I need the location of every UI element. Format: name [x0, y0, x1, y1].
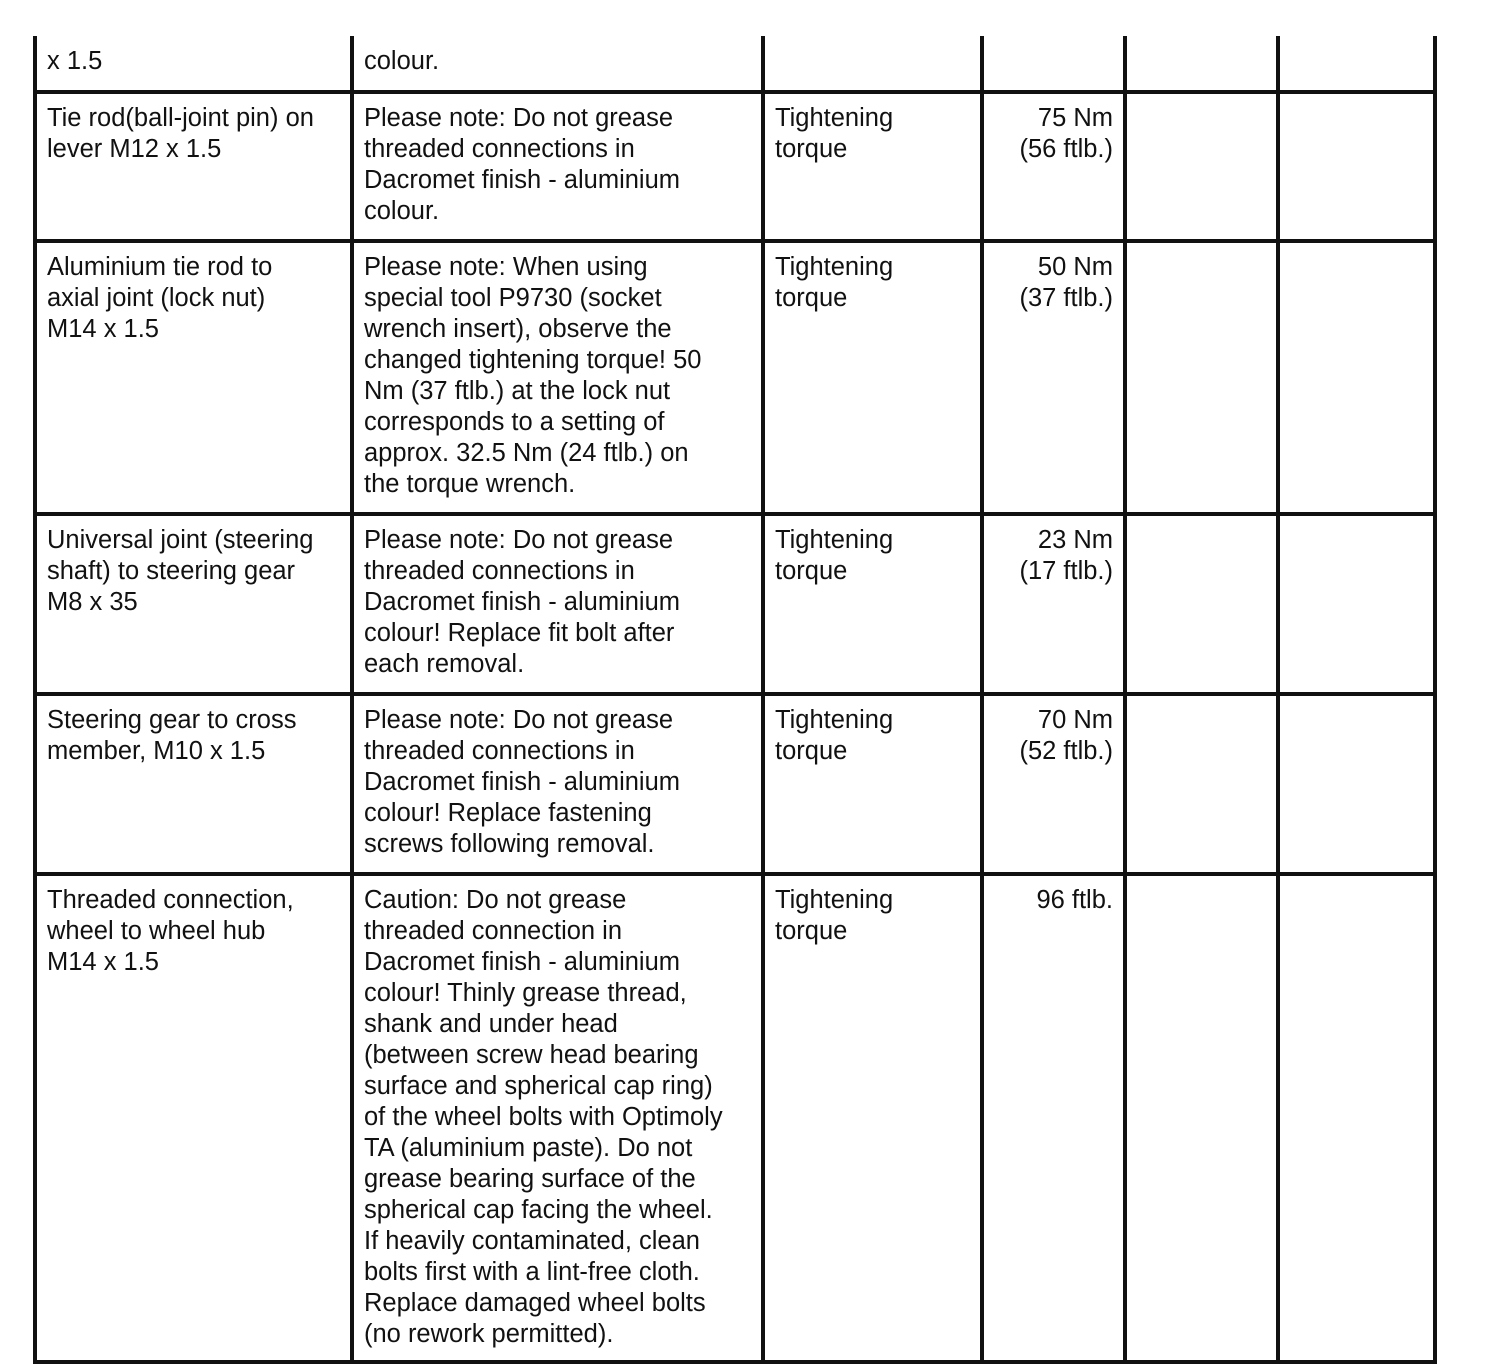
- value-text: (52 ftlb.): [1019, 737, 1113, 765]
- note-text: Caution: Do not grease: [364, 886, 627, 914]
- note-text: special tool P9730 (socket: [364, 284, 662, 312]
- value-cell: [982, 514, 1125, 694]
- note-text: Please note: Do not grease: [364, 104, 674, 132]
- note-text: If heavily contaminated, clean: [364, 1227, 700, 1255]
- table-row: [35, 874, 1435, 1362]
- type-text: torque: [775, 917, 848, 945]
- note-text: Please note: Do not grease: [364, 706, 674, 734]
- component-text: M8 x 35: [47, 588, 138, 616]
- type-text: torque: [775, 135, 848, 163]
- component-text: wheel to wheel hub: [47, 917, 266, 945]
- empty-cell: [1278, 36, 1435, 92]
- empty-cell: [1125, 36, 1278, 92]
- type-text: Tightening: [775, 104, 894, 132]
- note-text: colour.: [364, 47, 440, 75]
- type-cell: [763, 92, 982, 241]
- note-cell: [352, 694, 763, 874]
- component-text: M14 x 1.5: [47, 315, 159, 343]
- value-text: (37 ftlb.): [1019, 284, 1113, 312]
- note-text: spherical cap facing the wheel.: [364, 1196, 713, 1224]
- note-text: Replace damaged wheel bolts: [364, 1289, 706, 1317]
- component-text: Tie rod(ball-joint pin) on: [47, 104, 314, 132]
- type-cell: [763, 241, 982, 514]
- component-text: Threaded connection,: [47, 886, 294, 914]
- note-text: Please note: Do not grease: [364, 526, 674, 554]
- type-text: torque: [775, 557, 848, 585]
- empty-cell: [1125, 92, 1278, 241]
- note-text: Dacromet finish - aluminium: [364, 166, 681, 194]
- note-text: Nm (37 ftlb.) at the lock nut: [364, 377, 671, 405]
- note-text: Please note: When using: [364, 253, 648, 281]
- component-text: M14 x 1.5: [47, 948, 159, 976]
- note-text: threaded connections in: [364, 737, 635, 765]
- note-text: changed tightening torque! 50: [364, 346, 702, 374]
- value-cell: [982, 92, 1125, 241]
- note-cell: [352, 241, 763, 514]
- type-text: Tightening: [775, 526, 894, 554]
- note-text: grease bearing surface of the: [364, 1165, 696, 1193]
- empty-cell: [1125, 241, 1278, 514]
- component-text: Aluminium tie rod to: [47, 253, 273, 281]
- component-cell: [35, 36, 352, 92]
- torque-spec-table: [33, 36, 1437, 1364]
- value-text: 50 Nm: [1037, 253, 1113, 281]
- note-text: Dacromet finish - aluminium: [364, 588, 681, 616]
- empty-cell: [1125, 694, 1278, 874]
- component-text: axial joint (lock nut): [47, 284, 266, 312]
- note-text: each removal.: [364, 650, 525, 678]
- note-cell: [352, 514, 763, 694]
- component-text: Steering gear to cross: [47, 706, 297, 734]
- note-text: shank and under head: [364, 1010, 618, 1038]
- note-text: threaded connections in: [364, 135, 635, 163]
- empty-cell: [1278, 241, 1435, 514]
- note-text: Dacromet finish - aluminium: [364, 768, 681, 796]
- type-cell: [763, 874, 982, 1362]
- note-text: (between screw head bearing: [364, 1041, 699, 1069]
- type-text: Tightening: [775, 706, 894, 734]
- component-text: Universal joint (steering: [47, 526, 314, 554]
- note-text: Dacromet finish - aluminium: [364, 948, 681, 976]
- note-text: TA (aluminium paste). Do not: [364, 1134, 693, 1162]
- component-text: x 1.5: [47, 47, 103, 75]
- note-cell: [352, 36, 763, 92]
- component-cell: [35, 514, 352, 694]
- value-text: 70 Nm: [1037, 706, 1113, 734]
- component-cell: [35, 92, 352, 241]
- note-text: colour.: [364, 197, 440, 225]
- note-text: bolts first with a lint-free cloth.: [364, 1258, 700, 1286]
- empty-cell: [1278, 694, 1435, 874]
- note-text: wrench insert), observe the: [364, 315, 672, 343]
- note-text: threaded connections in: [364, 557, 635, 585]
- value-text: 96 ftlb.: [1036, 886, 1113, 914]
- note-text: threaded connection in: [364, 917, 623, 945]
- note-text: colour! Replace fit bolt after: [364, 619, 675, 647]
- empty-cell: [1278, 514, 1435, 694]
- empty-cell: [1278, 92, 1435, 241]
- table-row: [35, 241, 1435, 514]
- value-cell: [982, 241, 1125, 514]
- type-text: Tightening: [775, 886, 894, 914]
- type-cell: [763, 514, 982, 694]
- component-cell: [35, 874, 352, 1362]
- note-text: approx. 32.5 Nm (24 ftlb.) on: [364, 439, 689, 467]
- value-text: 23 Nm: [1037, 526, 1113, 554]
- component-text: lever M12 x 1.5: [47, 135, 222, 163]
- empty-cell: [1125, 874, 1278, 1362]
- note-text: (no rework permitted).: [364, 1320, 614, 1348]
- component-text: member, M10 x 1.5: [47, 737, 266, 765]
- note-text: the torque wrench.: [364, 470, 576, 498]
- note-text: corresponds to a setting of: [364, 408, 665, 436]
- type-text: torque: [775, 737, 848, 765]
- value-text: (17 ftlb.): [1019, 557, 1113, 585]
- component-cell: [35, 694, 352, 874]
- note-text: surface and spherical cap ring): [364, 1072, 713, 1100]
- empty-cell: [1278, 874, 1435, 1362]
- value-cell: [982, 874, 1125, 1362]
- table-row: [35, 92, 1435, 241]
- type-text: Tightening: [775, 253, 894, 281]
- empty-cell: [1125, 514, 1278, 694]
- type-text: torque: [775, 284, 848, 312]
- table-row: [35, 694, 1435, 874]
- note-text: of the wheel bolts with Optimoly: [364, 1103, 723, 1131]
- note-cell: [352, 92, 763, 241]
- component-cell: [35, 241, 352, 514]
- type-cell: [763, 36, 982, 92]
- table-row: [35, 514, 1435, 694]
- note-text: colour! Thinly grease thread,: [364, 979, 687, 1007]
- note-text: colour! Replace fastening: [364, 799, 652, 827]
- value-cell: [982, 36, 1125, 92]
- value-cell: [982, 694, 1125, 874]
- note-text: screws following removal.: [364, 830, 655, 858]
- note-cell: [352, 874, 763, 1362]
- type-cell: [763, 694, 982, 874]
- table-row: [35, 36, 1435, 92]
- component-text: shaft) to steering gear: [47, 557, 296, 585]
- value-text: 75 Nm: [1037, 104, 1113, 132]
- value-text: (56 ftlb.): [1019, 135, 1113, 163]
